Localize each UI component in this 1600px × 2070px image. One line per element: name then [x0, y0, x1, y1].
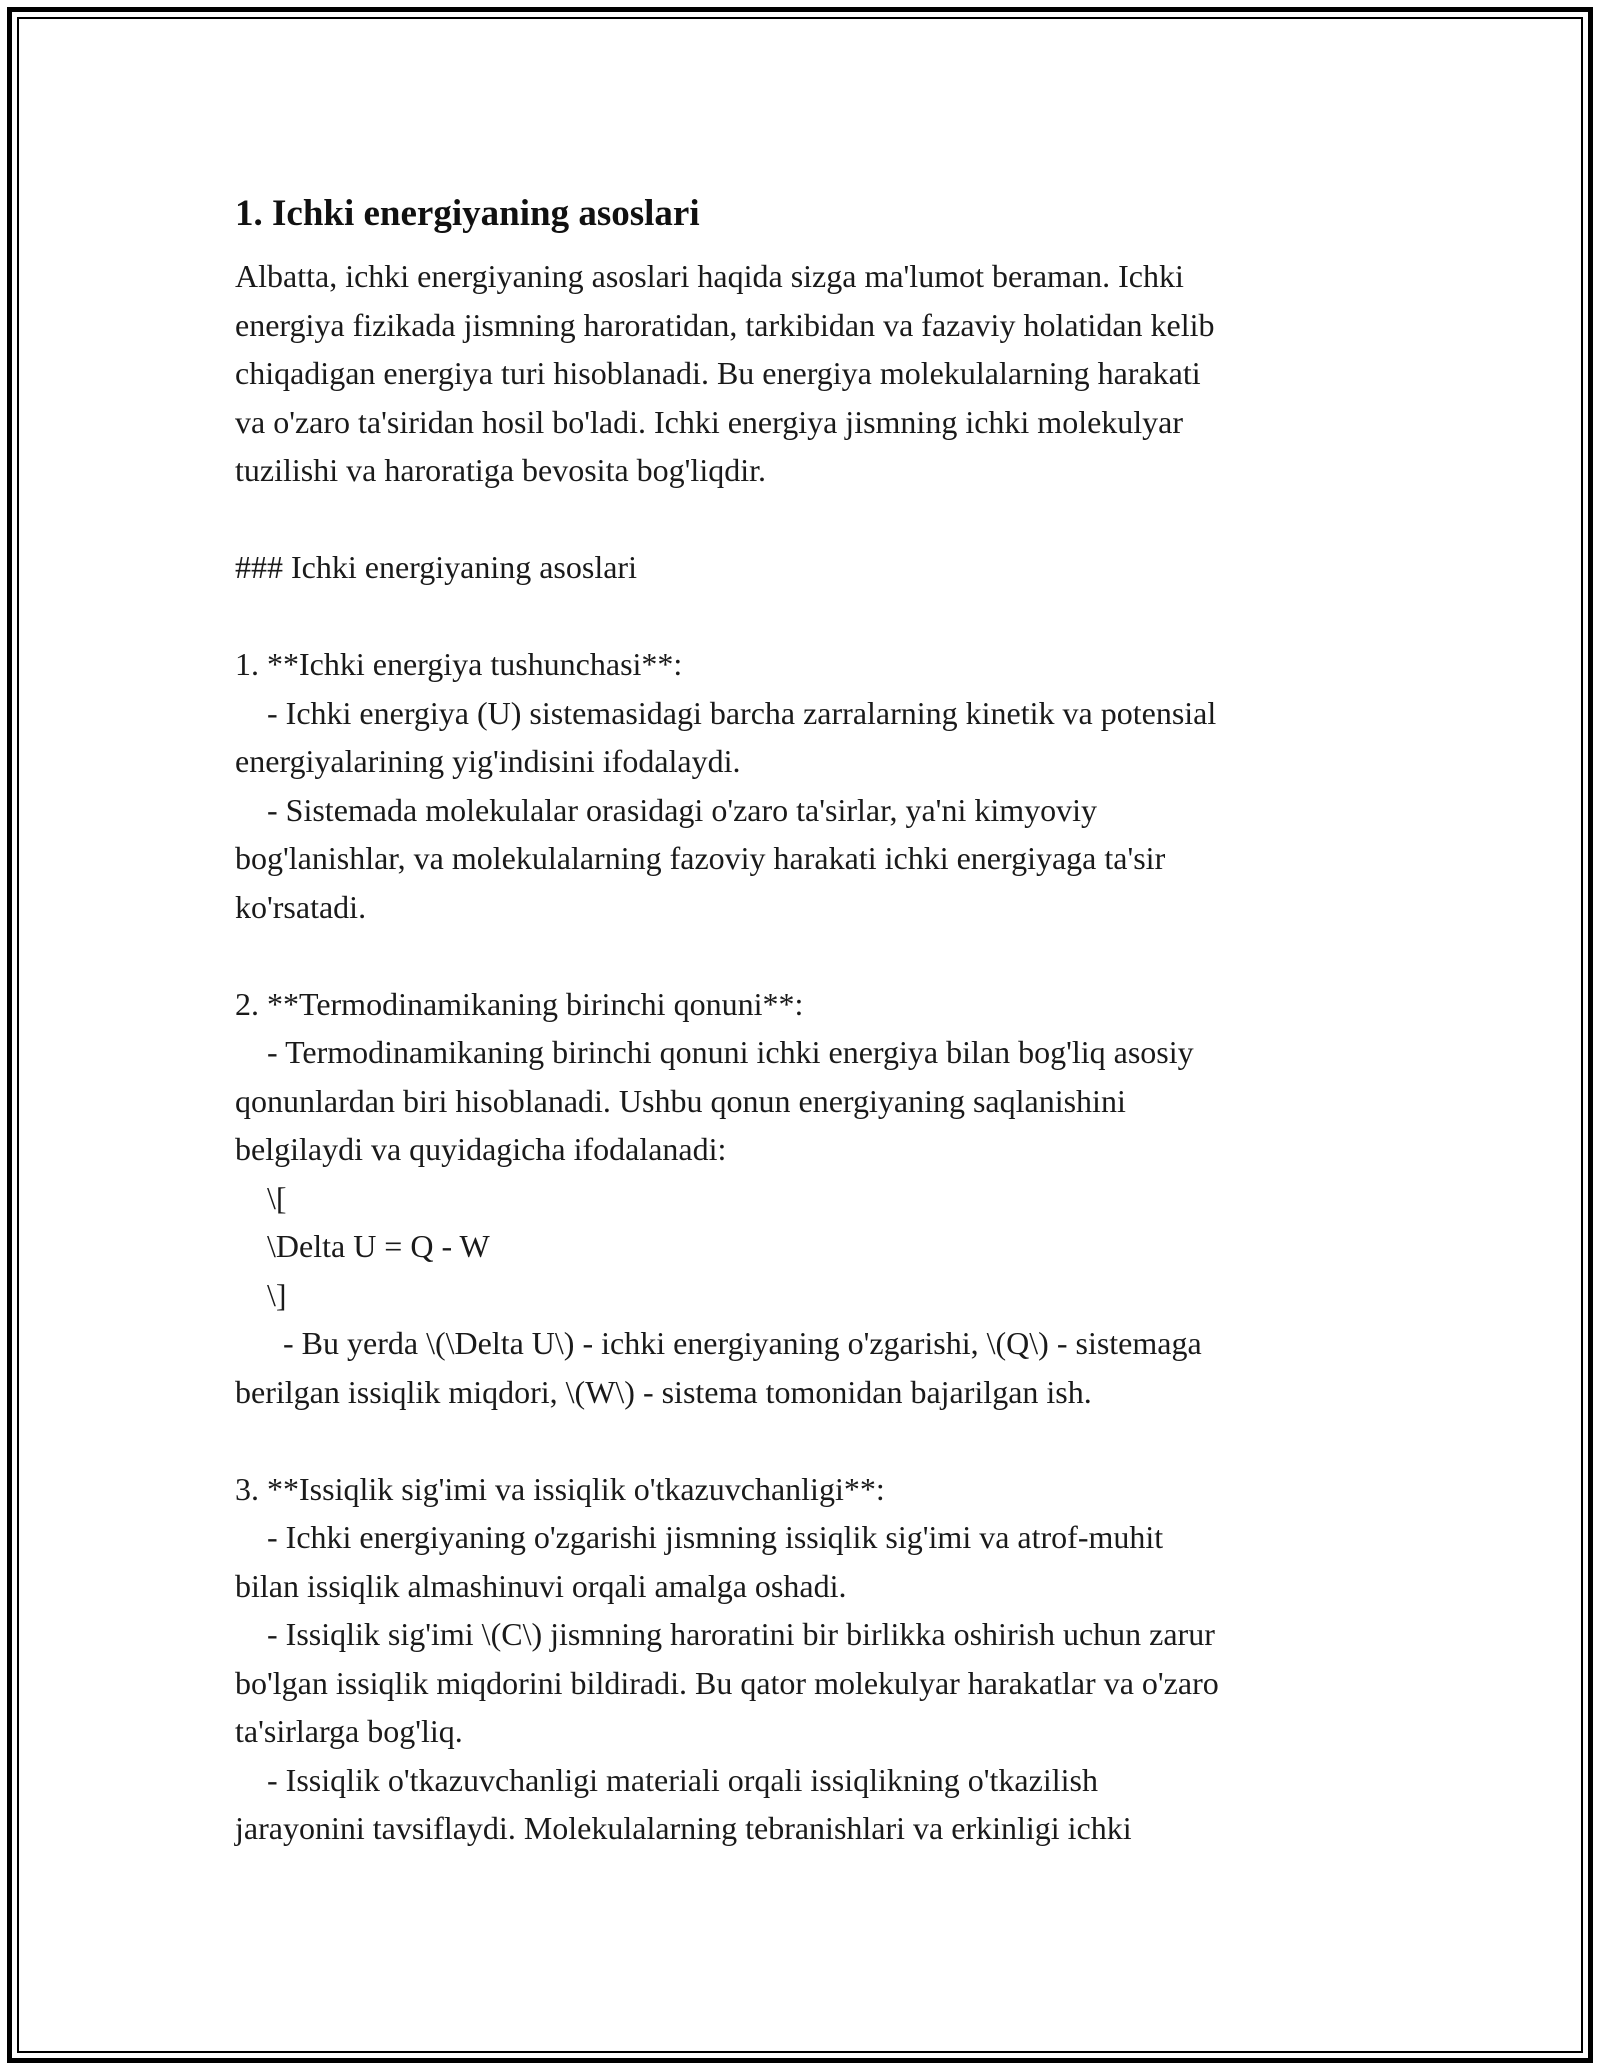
text-line: - Sistemada molekulalar orasidagi o'zaro ta'sirlar, ya'ni kimyoviy	[235, 791, 1097, 828]
text-line: ko'rsatadi.	[235, 888, 367, 925]
text-line: - Termodinamikaning birinchi qonuni ichki energiya bilan bog'liq asosiy	[235, 1034, 1194, 1070]
text-line: - Issiqlik sig'imi \(C\) jismning haroratini bir birlikka oshirish uchun zarur	[235, 1616, 1215, 1652]
text-line: - Issiqlik o'tkazuvchanligi materiali orqali issiqlikning o'tkazilish	[235, 1761, 1098, 1798]
blank-line	[235, 1416, 1385, 1465]
text-line: ta'sirlarga bog'liq.	[235, 1713, 463, 1749]
document-title: 1. Ichki energiyaning asoslari	[235, 193, 700, 234]
text-line: 3. **Issiqlik sig'imi va issiqlik o'tkazuvchanligi**:	[235, 1470, 885, 1507]
text-line: ### Ichki energiyaning asoslari	[235, 549, 637, 585]
text-line: qonunlardan biri hisoblanadi. Ushbu qonun energiyaning saqlanishini	[235, 1082, 1126, 1119]
text-line: \[	[235, 1179, 287, 1216]
document-body	[235, 252, 1385, 1853]
text-line: - Bu yerda \(\Delta U\) - ichki energiyaning o'zgarishi, \(Q\) - sistemaga	[235, 1325, 1202, 1361]
text-line: jarayonini tavsiflaydi. Molekulalarning tebranishlari va erkinligi ichki	[235, 1810, 1132, 1846]
text-line: - Ichki energiya (U) sistemasidagi barcha zarralarning kinetik va potensial	[235, 694, 1217, 731]
text-line: \Delta U = Q - W	[235, 1228, 490, 1264]
text-line: 1. **Ichki energiya tushunchasi**:	[235, 646, 683, 682]
text-line: chiqadigan energiya turi hisoblanadi. Bu energiya molekulalarning harakati	[235, 355, 1201, 391]
blank-line	[235, 495, 1385, 544]
text-line: energiyalarining yig'indisini ifodalaydi.	[235, 743, 741, 779]
text-line: bog'lanishlar, va molekulalarning fazoviy harakati ichki energiyaga ta'sir	[235, 840, 1166, 876]
text-line: 2. **Termodinamikaning birinchi qonuni**:	[235, 985, 804, 1022]
blank-line	[235, 592, 1385, 641]
text-line: bo'lgan issiqlik miqdorini bildiradi. Bu qator molekulyar harakatlar va o'zaro	[235, 1664, 1219, 1701]
text-line: tuzilishi va haroratiga bevosita bog'liqdir.	[235, 452, 766, 488]
text-line: va o'zaro ta'siridan hosil bo'ladi. Ichki energiya jismning ichki molekulyar	[235, 403, 1184, 440]
text-line: bilan issiqlik almashinuvi orqali amalga oshadi.	[235, 1567, 847, 1604]
text-line: - Ichki energiyaning o'zgarishi jismning issiqlik sig'imi va atrof-muhit	[235, 1519, 1164, 1555]
text-line: belgilaydi va quyidagicha ifodalanadi:	[235, 1131, 727, 1167]
text-line: \]	[235, 1276, 287, 1313]
text-line: Albatta, ichki energiyaning asoslari haqida sizga ma'lumot beraman. Ichki	[235, 258, 1184, 294]
document-page	[235, 186, 1385, 1853]
blank-line	[235, 931, 1385, 980]
text-line: energiya fizikada jismning haroratidan, tarkibidan va fazaviy holatidan kelib	[235, 306, 1215, 343]
text-line: berilgan issiqlik miqdori, \(W\) - sistema tomonidan bajarilgan ish.	[235, 1373, 1092, 1410]
